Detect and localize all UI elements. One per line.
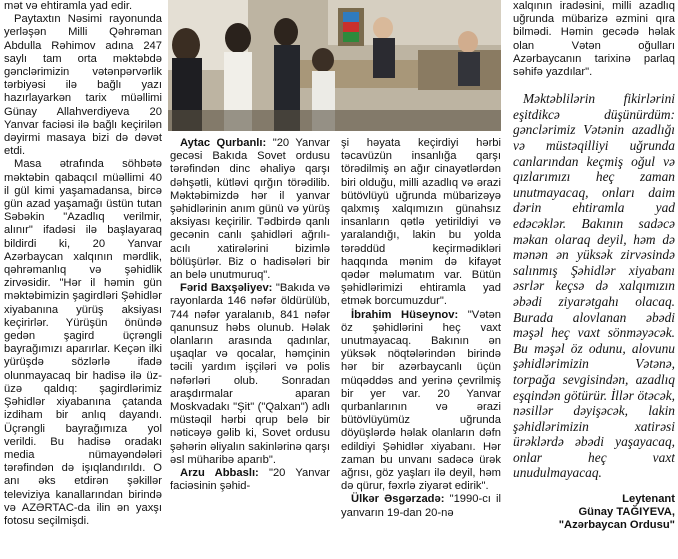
classroom-photo-image <box>168 0 501 131</box>
quote-ulker-esgerzade <box>341 493 501 519</box>
quote-ibrahim-huseynov <box>341 309 501 494</box>
quote-text: "Vətən öz şəhidlərini heç vaxt unutmayacaq. Bakının ən yüksək nöqtələrindən birində hər bir azərbaycanlı üçün müqəddəs and yerinə çevrilmiş bir yer var. 20 Yanvar qurbanlarının və ərazi bütövlüyümüz uğrunda döyüşlərdə həlak olanların dəfn edildiyi Şəhidlər xiyabanı. Hər zaman bu unvanı sadəcə ürək ağrısı, göz yaşları ilə deyil, həm də qürur, fəxrlə ziyarət edirik". <box>341 308 501 493</box>
quote-arzu-abbasli <box>170 467 330 493</box>
article-column-1 <box>4 0 162 559</box>
quote-text: "Bakıda və rayonlarda 146 nəfər öldürülüb, 744 nəfər yaralanıb, 841 nəfər qanunsuz həbs olunub. Həlak olanların arasında qadınlar, uşaqlar və qocalar, həmçinin təcili yardım işçiləri və polis nəfərləri olub. Sonradan araşdırmalar aparan Moskvadakı "Şit" ("Qalxan") adlı müstəqil hərbi qrup belə bir nəticəyə gəlib ki, Sovet ordusu şəhərin əliyalın sakinlərinə qarşı əsl müharibə aparıb". <box>170 282 330 466</box>
author-name: Günay TAĞIYEVA, <box>578 506 675 519</box>
article-column-4 <box>513 0 675 559</box>
column-1-top-text: mət və ehtiramla yad edir. <box>4 0 133 12</box>
column-4-top-text: xalqının iradəsini, milli azadlıq uğrunda mübarizə əzmini qıra bilmədi. Həmin gecədə həlak olan Vətən oğulları Azərbaycanın tarixinə parlaq səhifə yazdılar". <box>513 0 675 79</box>
author-reflection: Məktəblilərin fikirlərini eşitdikcə düşünürdüm: gənclərimiz Vətənin azadlığı və müstəqilliyi uğrunda canlarından keçmiş oğul və qızlarımızı heç zaman unutmayacaq, onları daim dərin ehtiramla yad edəcəklər. Bakının sadəcə məkan olaraq deyil, həm də mənən ən yüksək zirvəsində salınmış Şəhidlər xiyabanı əsrlər keçsə də xalqımızın əbədi ziyarətgahı olacaq. Burada alovlanan əbədi məşəl heç vaxt sönməyəcək. Bu məşəl öz odunu, alovunu şəhidlərimizin Vətənə, torpağa sevgisindən, azadlıq eşqindən götürür. İllər ötəcək, nəsillər dəyişəcək, lakin şəhidlərimizin xatirəsi ürəklərdə əbədi yaşayacaq, onlar heç vaxt unudulmayacaq. <box>513 91 675 481</box>
speaker-name: İbrahim Hüseynov: <box>351 308 459 321</box>
quote-aytac-qurbanli <box>170 137 330 282</box>
quote-text: "20 Yanvar faciəsinin şəhid- <box>170 467 330 493</box>
quote-arzu-abbasli-continued: şi həyata keçirdiyi hərbi təcavüzün insanlığa qarşı törədilmiş ən ağır cinayətlərdən biri olduğu, milli azadlıq və ərazi bütövlüyü uğrunda mübarizəyə qalxmış xalqımızın günahsız insanların qətlə yetirildiyi və yaralandığı, lakin bu yolda tərəddüd keçirmədikləri haqqında mənim də kifayət qədər məlumatım var. Bütün şəhidlərimizi ehtiramla yad etmək borcumuzdur". <box>341 137 501 308</box>
speaker-name: Arzu Abbaslı: <box>180 467 259 480</box>
speaker-name: Ülkər Əsgərzadə: <box>351 493 445 506</box>
article-column-3 <box>341 137 501 559</box>
author-signature <box>513 493 675 533</box>
paragraph-school-intro: Paytaxtın Nəsimi rayonunda yerləşən Milli Qəhrəman Abdulla Rəhimov adına 247 saylı tam orta məktəbdə gənclərimizin vətənpərvərlik tərbiyəsi ilə bağlı yazı hazırlayarkən tarix müəllimi Günay Allahverdiyeva 20 Yanvar faciəsi ilə bağlı keçirilən dəyirmi masaya bizi də dəvət etdi. <box>4 13 162 158</box>
spacer <box>513 79 675 91</box>
speaker-name: Fərid Baxşəliyev: <box>180 282 273 295</box>
newspaper-name: "Azərbaycan Ordusu" <box>558 519 675 532</box>
speaker-name: Aytac Qurbanlı: <box>180 137 267 149</box>
author-rank: Leytenant <box>622 493 675 506</box>
paragraph-round-table: Masa ətrafında söhbətə məktəbin qabaqcıl müəllimi 40 il gül kimi yaşamadansa, bircə gün azad yaşamağı üstün tutan Səbəkin "Azadlıq verilmir, alınır" ifadəsi ilə başlayaraq bildirdi ki, 20 Yanvar Azərbaycan xalqının mərdlik, qəhrəmanlıq və şəhidlik zirvəsidir. "Hər il həmin gün məktəbimizin şagirdləri Şəhidlər xiyabanına yürüş aksiyası keçirirlər. Yürüşün önündə gedən şagird üçrəngli bayrağımızı aparırlar. Keçən ilki yürüşdə sözlərlə ifadə olunmayacaq bir hadisə ilə üz-üzə qaldıq: şagirdlərimiz Şəhidlər xiyabanına çatanda izdiham bir anlıq dayandı. Üçrəngli bayrağımıza yol verildi. Bu hadisə oradakı media nümayəndələri tərəfindən də işıqlandırıldı. O anı əks etdirən şəkillər televiziya kanallarından birində və AZƏRTAC-da ilin ən yaxşı fotosu seçilmişdi. <box>4 158 162 527</box>
classroom-photo <box>168 0 501 131</box>
spacer <box>513 481 675 493</box>
article-column-2 <box>170 137 330 559</box>
quote-text: "20 Yanvar gecəsi Bakıda Sovet ordusu tərəfindən dinc əhaliyə qarşı dəhşətli, kütləvi qırğın törədilib. Məktəbimizdə hər il yanvar şəhidlərinin anım günü və yürüş aksiyası keçirilir. Tədbirdə qanlı gecənin canlı şahidləri ağrılı-acılı xatirələrini bizimlə bölüşürlər. Biz o hadisələri bir an belə unutmuruq". <box>170 137 330 282</box>
quote-ferid-baxseliyev <box>170 282 330 467</box>
quote-text: "1990-cı il yanvarın 19-dan 20-nə <box>341 493 501 519</box>
